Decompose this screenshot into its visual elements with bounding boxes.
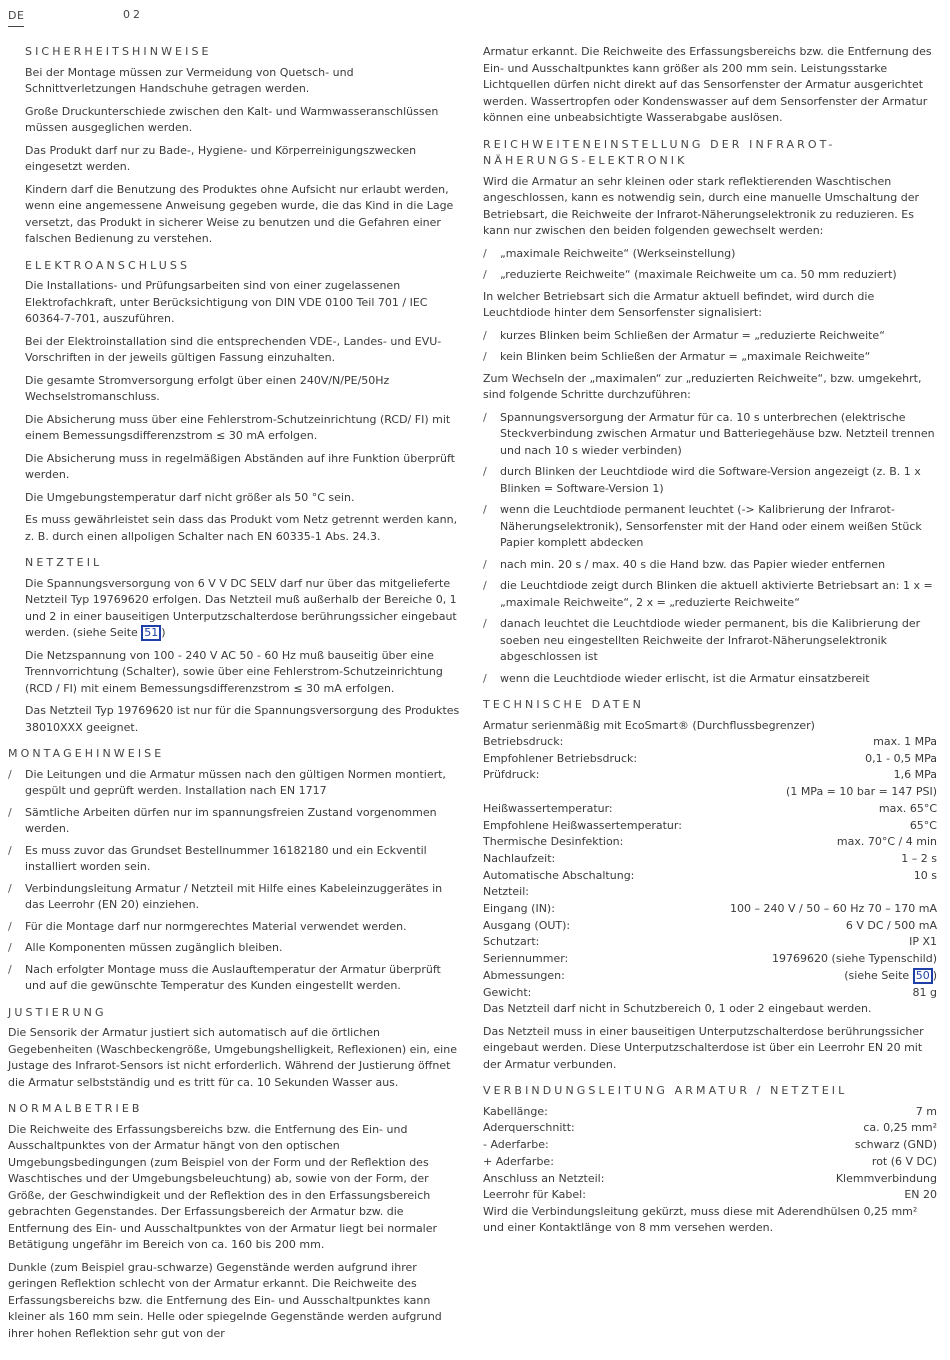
paragraph: Die Absicherung muss in regelmäßigen Abständen auf ihre Funktion überprüft werden. [25, 451, 455, 481]
table-row: - Aderfarbe: schwarz (GND) [483, 1138, 937, 1152]
paragraph: Die gesamte Stromversorgung erfolgt über einen 240V/N/PE/50Hz Wechselstromanschluss. [25, 373, 390, 403]
steps-list [483, 410, 937, 688]
paragraph-text-end: ) [161, 626, 166, 639]
dash-bullet: / [483, 671, 487, 685]
table-row: Betriebsdruck: max. 1 MPa [483, 735, 937, 748]
table-row: + Aderfarbe: rot (6 V DC) [483, 1154, 937, 1168]
dash-bullet: / [483, 328, 487, 342]
list-item: / „reduzierte Reichweite“ (maximale Reichweite um ca. 50 mm reduziert) [483, 267, 937, 284]
paragraph: Wird die Verbindungsleitung gekürzt, muss diese mit Aderendhülsen 0,25 mm² und einer Kontaktlänge von 8 mm versehen werden. [483, 1204, 918, 1235]
list-item: / kein Blinken beim Schließen der Armatur = „maximale Reichweite“ [483, 349, 937, 366]
dash-bullet: / [8, 941, 12, 954]
section-title-safety: SICHERHEITSHINWEISE [25, 45, 212, 58]
list-item: / Nach erfolgter Montage muss die Auslauftemperatur der Armatur überprüft und auf die gewünschte Temperatur des Kunden eingestellt werden. [8, 962, 441, 992]
dash-bullet: / [8, 843, 12, 857]
dash-bullet: / [483, 246, 487, 260]
tech-intro: Armatur serienmäßig mit EcoSmart® (Durchflussbegrenzer) [483, 718, 815, 732]
list-item: / wenn die Leuchtdiode wieder erlischt, ist die Armatur einsatzbereit [483, 671, 937, 688]
paragraph: Die Umgebungstemperatur darf nicht größer als 50 °C sein. [25, 490, 355, 504]
table-row: Abmessungen: (siehe Seite 50 ) [483, 968, 937, 982]
section-range-setting [483, 137, 937, 688]
table-row: Aderquerschnitt: ca. 0,25 mm² [483, 1121, 937, 1135]
table-row: Netzteil: [483, 885, 529, 899]
dash-bullet: / [483, 503, 487, 516]
paragraph: Es muss gewährleistet sein dass das Produkt vom Netz getrennt werden kann, z. B. durch einen allpoligen Schalter nach EN 60335-1 Abs. 24.3. [25, 513, 458, 543]
list-item: / Spannungsversorgung der Armatur für ca. 10 s unterbrechen (elektrische Steckverbindung zwischen Armatur und Batteriegehäuse bzw. Netzteil trennen und nach 10 s wieder verbinden) [483, 410, 935, 457]
section-title-connection-cable: VERBINDUNGSLEITUNG ARMATUR / NETZTEIL [483, 1084, 848, 1098]
table-row: Empfohlener Betriebsdruck: 0,1 - 0,5 MPa [483, 751, 937, 765]
section-title-electrical: ELEKTROANSCHLUSS [25, 258, 191, 272]
paragraph: Das Netzteil Typ 19769620 ist nur für die Spannungsversorgung des Produktes 38010XXX geeignet. [25, 704, 460, 734]
table-row: Schutzart: IP X1 [483, 935, 937, 949]
list-item: / „maximale Reichweite“ (Werkseinstellung) [483, 246, 937, 263]
section-power-supply [8, 555, 465, 736]
table-row: Automatische Abschaltung: 10 s [483, 868, 937, 882]
dash-bullet: / [8, 805, 12, 819]
paragraph: Wird die Armatur an sehr kleinen oder stark reflektierenden Waschtischen angeschlossen, kann es notwendig sein, durch eine manuelle Umschaltung der Betriebsart, die Reichweite der Infrarot-Näherungselektronik zu reduzieren. Es kann nur zwischen den beiden folgenden gewechselt werden: [483, 174, 920, 237]
paragraph-text: Die Spannungsversorgung von 6 V V DC SELV darf nur über das mitgelieferte Netzteil Typ 19769620 erfolgen. Das Netzteil muß außerhalb der Bereiche 0, 1 und 2 in einer bauseitigen Unterputzschalterdose berührungssicher eingebaut werden. (siehe Seite [25, 576, 457, 639]
page-reference-link[interactable]: 51 [141, 625, 161, 641]
list-item: / kurzes Blinken beim Schließen der Armatur = „reduzierte Reichweite“ [483, 328, 937, 345]
table-row: Kabellänge: 7 m [483, 1104, 937, 1118]
list-item: / Für die Montage darf nur normgerechtes Material verwendet werden. [8, 919, 465, 936]
table-row: Gewicht: 81 g [483, 985, 937, 999]
list-item: / danach leuchtet die Leuchtdiode wieder permanent, bis die Kalibrierung der soeben neu eingestellten Reichweite der Infrarot-Näherungselektronik abgeschlossen ist [483, 617, 921, 663]
list-item: / durch Blinken der Leuchtdiode wird die Software-Version angezeigt (z. B. 1 x Blinken = Software-Version 1) [483, 465, 921, 495]
dash-bullet: / [8, 881, 12, 895]
list-item: / wenn die Leuchtdiode permanent leuchtet (-> Kalibrierung der Infrarot-Näherungselektronik), Sensorfenster mit der Hand oder einem weißen Stück Papier komplett abdecken [483, 503, 922, 549]
section-title-power-supply: NETZTEIL [25, 556, 103, 569]
section-title-adjustment: JUSTIERUNG [8, 1005, 107, 1019]
list-item: / die Leuchtdiode zeigt durch Blinken die aktuell aktivierte Betriebsart an: 1 x = „maximale Reichweite“, 2 x = „reduzierte Reichweite“ [483, 579, 933, 609]
paragraph: Die Absicherung muss über eine Fehlerstrom-Schutzeinrichtung (RCD/ FI) mit einem Bemessungsdifferenzstrom ≤ 30 mA erfolgen. [25, 412, 451, 442]
section-normal-operation [8, 1101, 465, 1342]
list-item: / nach min. 20 s / max. 40 s die Hand bzw. das Papier wieder entfernen [483, 557, 937, 574]
table-row: Ausgang (OUT): 6 V DC / 500 mA [483, 918, 937, 932]
dash-bullet: / [483, 557, 487, 571]
dash-bullet: / [483, 465, 487, 478]
paragraph: Bei der Montage müssen zur Vermeidung von Quetsch- und Schnittverletzungen Handschuhe getragen werden. [25, 65, 354, 95]
dash-bullet: / [8, 919, 12, 933]
cable-table [483, 1104, 937, 1204]
table-row: Seriennummer: 19769620 (siehe Typenschild) [483, 952, 937, 966]
paragraph: Große Druckunterschiede zwischen den Kalt- und Warmwasseranschlüssen müssen ausgeglichen werden. [25, 104, 439, 134]
dash-bullet: / [483, 617, 487, 630]
mounting-list [8, 767, 465, 995]
table-row: Eingang (IN): 100 – 240 V / 50 – 60 Hz 70 – 170 mA [483, 902, 937, 916]
dash-bullet: / [483, 410, 487, 424]
page-number: 02 [123, 8, 143, 21]
table-row: Anschluss an Netzteil: Klemmverbindung [483, 1171, 937, 1185]
paragraph-continued: Armatur erkannt. Die Reichweite des Erfassungsbereichs bzw. die Entfernung des Ein- und Ausschaltpunktes kann größer als 200 mm sein. Leistungsstarke Lichtquellen dürfen nicht direkt auf das Sensorfenster der Armatur ausgerichtet werden. Wassertropfen oder Kondenswasser auf dem Sensorfenster der Armatur können eine unbeabsichtigte Wasserabgabe auslösen. [483, 45, 932, 124]
list-item: / Alle Komponenten müssen zugänglich bleiben. [8, 940, 465, 957]
section-mounting [8, 746, 465, 995]
table-row: (1 MPa = 10 bar = 147 PSI) [786, 785, 937, 799]
paragraph: Das Netzteil darf nicht in Schutzbereich 0, 1 oder 2 eingebaut werden. [483, 1002, 872, 1016]
list-item: / Verbindungsleitung Armatur / Netzteil mit Hilfe eines Kabeleinzuggerätes in das Leerrohr (EN 20) einziehen. [8, 881, 443, 911]
paragraph: Das Netzteil muss in einer bauseitigen Unterputzschalterdose berührungssicher eingebaut werden. Diese Unterputzschalterdose ist über ein Leerrohr EN 20 mit der Armatur verbunden. [483, 1024, 924, 1071]
section-technical-data [483, 697, 937, 1073]
paragraph: Das Produkt darf nur zu Bade-, Hygiene- und Körperreinigungszwecken eingesetzt werden. [25, 143, 417, 173]
paragraph: Die Netzspannung von 100 - 240 V AC 50 - 60 Hz muß bauseitig über eine Trennvorrichtung (Schalter), sowie über eine Fehlerstrom-Schutzeinrichtung (RCD / FI) mit einem Bemessungsdifferenzstrom ≤ 30 mA erfolgen. [25, 648, 443, 695]
table-row: Empfohlene Heißwassertemperatur: 65°C [483, 818, 937, 832]
table-row: Nachlaufzeit: 1 – 2 s [483, 851, 937, 865]
list-item: / Die Leitungen und die Armatur müssen nach den gültigen Normen montiert, gespült und geprüft werden. Installation nach EN 1717 [8, 767, 446, 797]
mode-list [483, 246, 937, 284]
section-adjustment [8, 1005, 465, 1092]
paragraph: Bei der Elektroinstallation sind die entsprechenden VDE-, Landes- und EVU-Vorschriften in der jeweils gültigen Fassung einzuhalten. [25, 334, 442, 364]
paragraph: Kindern darf die Benutzung des Produktes ohne Aufsicht nur erlaubt werden, wenn eine angemessene Anweisung gegeben wurde, die das Kind in die Lage versetzt, das Produkt in sicherer Weise zu benutzen und die Gefahren einer falschen Bedienung zu verstehen. [25, 182, 454, 245]
paragraph: Die Sensorik der Armatur justiert sich automatisch auf die örtlichen Gegebenheiten (Waschbeckengröße, Umgebungshelligkeit, Reflexionen) ein, eine Justage des Infrarot-Sensors ist nicht erforderlich. Während der Justierung öffnet die Armatur selbstständig und es tritt für ca. 10 Sekunden Wasser aus. [8, 1026, 457, 1089]
table-row: Thermische Desinfektion: max. 70°C / 4 min [483, 835, 937, 849]
section-safety [8, 44, 465, 248]
left-column [8, 44, 465, 1348]
table-row: Heißwassertemperatur: max. 65°C [483, 801, 937, 815]
list-item: / Es muss zuvor das Grundset Bestellnummer 16182180 und ein Eckventil installiert worden sein. [8, 843, 427, 873]
section-title-technical-data: TECHNISCHE DATEN [483, 698, 644, 711]
section-electrical [8, 258, 465, 546]
section-title-range-setting: REICHWEITENEINSTELLUNG DER INFRAROT-NÄHERUNGS-ELEKTRONIK [483, 137, 836, 167]
section-connection-cable [483, 1083, 937, 1237]
dash-bullet: / [8, 962, 12, 976]
list-item: / Sämtliche Arbeiten dürfen nur im spannungsfreien Zustand vorgenommen werden. [8, 805, 437, 835]
page-reference-link[interactable]: 50 [913, 968, 933, 984]
dash-bullet: / [483, 350, 487, 363]
dash-bullet: / [483, 579, 487, 592]
right-column [483, 44, 937, 1243]
paragraph: In welcher Betriebsart sich die Armatur aktuell befindet, wird durch die Leuchtdiode hinter dem Sensorfenster signalisiert: [483, 289, 875, 319]
language-code: DE [8, 8, 24, 27]
table-row: Leerrohr für Kabel: EN 20 [483, 1188, 937, 1202]
dash-bullet: / [483, 268, 487, 281]
paragraph: Dunkle (zum Beispiel grau-schwarze) Gegenstände werden aufgrund ihrer geringen Reflektion schlecht von der Armatur erkannt. Die Reichweite des Erfassungsbereichs bzw. die Entfernung des Ein- und Ausschaltpunktes kann kleiner als 160 mm sein. Helle oder spiegelnde Gegenstände werden aufgrund ihrer hohen Reflektion sehr gut von der [8, 1260, 442, 1340]
paragraph: Zum Wechseln der „maximalen“ zur „reduzierten Reichweite“, bzw. umgekehrt, sind folgende Schritte durchzuführen: [483, 371, 922, 401]
table-row: Prüfdruck: 1,6 MPa [483, 768, 937, 782]
tech-table [483, 734, 937, 1001]
paragraph: Die Reichweite des Erfassungsbereichs bzw. die Entfernung des Ein- und Ausschaltpunktes von der Armatur hängt von den optischen Umgebungsbedingungen (zum Beispiel von der Form und der Reflektion des Waschtisches und der Umgebungsbeleuchtung) ab, sowie von der Form, der Größe, der Geschwindigkeit und der Reflektion des in den Erfassungsbereich gebrachten Gegenstandes. Der Erfassungsbereich der Armatur bzw. die Entfernung des Ein- und Ausschaltpunktes von der Armatur liegt bei normaler Betätigung ungefähr im Bereich von ca. 160 bis 200 mm. [8, 1122, 438, 1251]
section-title-normal-operation: NORMALBETRIEB [8, 1102, 143, 1115]
section-title-mounting: MONTAGEHINWEISE [8, 747, 165, 760]
paragraph [25, 576, 465, 642]
paragraph: Die Installations- und Prüfungsarbeiten sind von einer zugelassenen Elektrofachkraft, unter Berücksichtigung von DIN VDE 0100 Teil 701 / IEC 60364-7-701, auszuführen. [25, 279, 428, 325]
signal-list [483, 328, 937, 366]
dash-bullet: / [8, 767, 12, 781]
